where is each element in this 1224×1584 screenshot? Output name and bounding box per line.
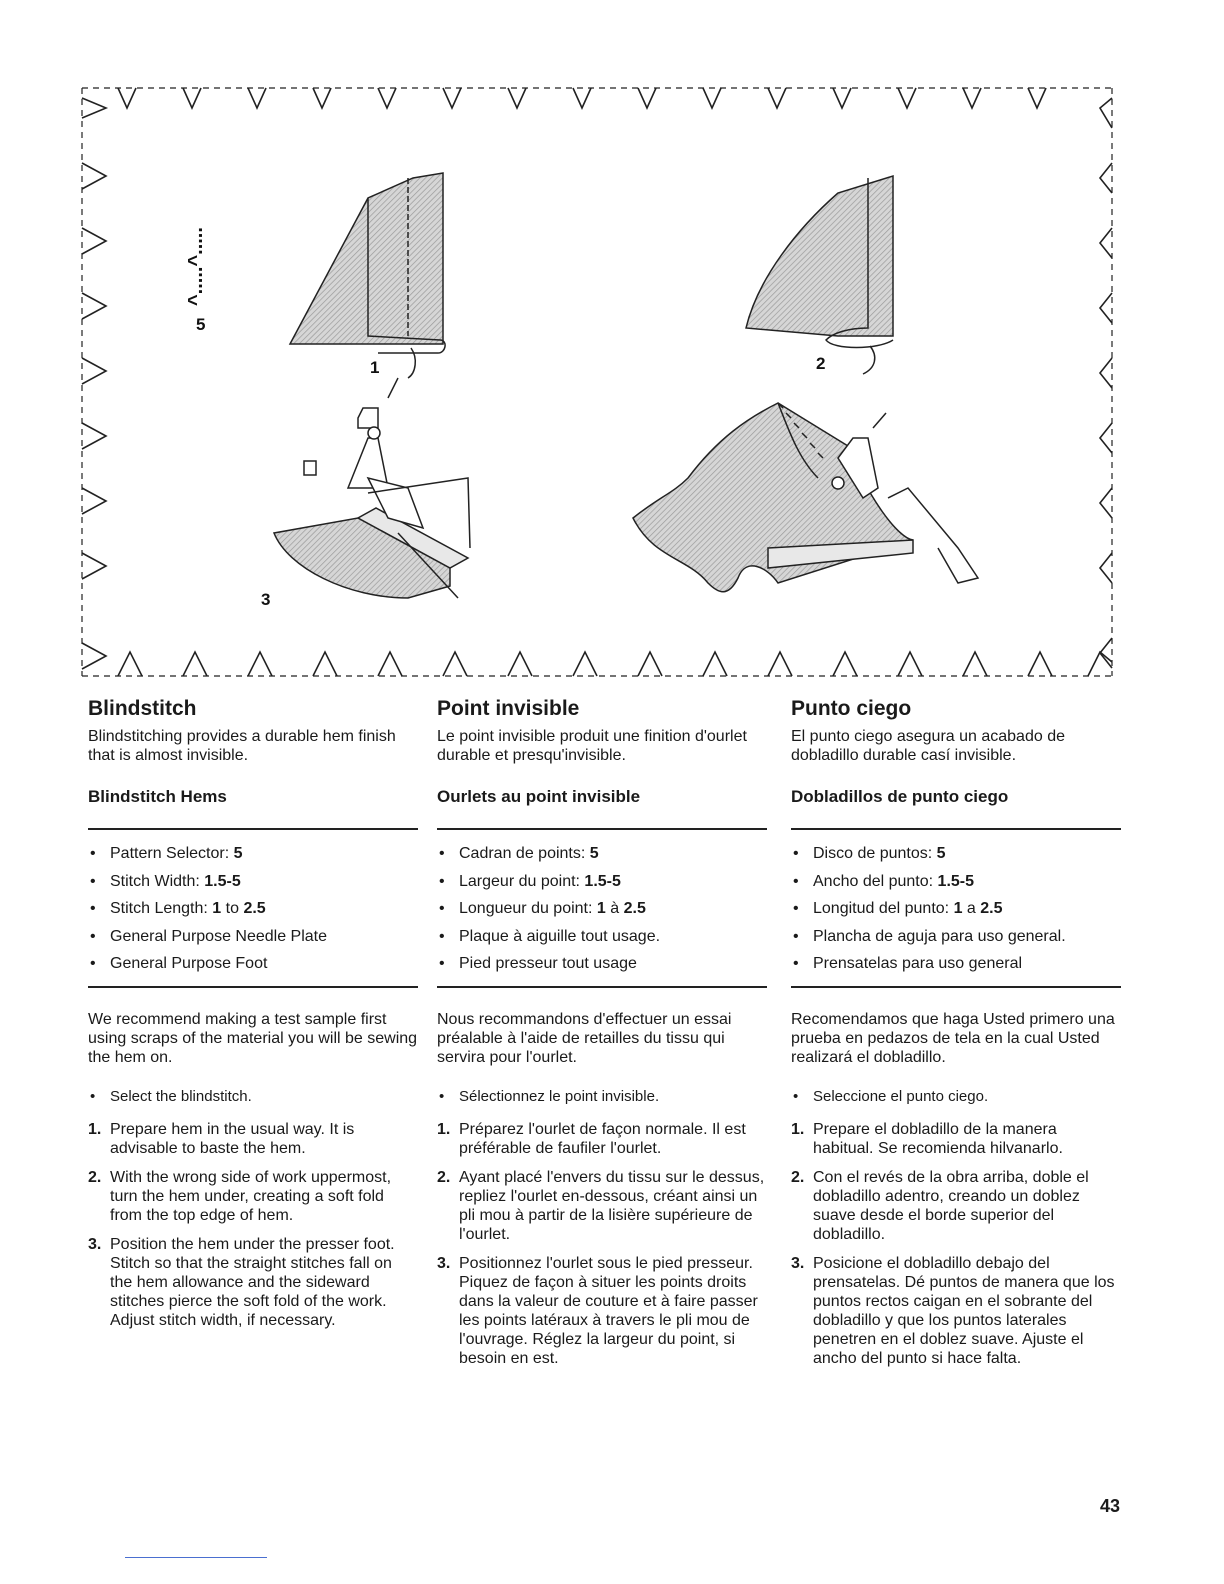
step-item: 1. Prepare el dobladillo de la manera habitual. Se recomienda hilvanarlo. bbox=[791, 1120, 1063, 1157]
page-number: 43 bbox=[1100, 1496, 1121, 1516]
setting-item: • Longueur du point: 1 à 2.5 bbox=[437, 895, 767, 923]
column-english bbox=[88, 697, 418, 1340]
setting-item: • Plaque à aiguille tout usage. bbox=[437, 923, 767, 951]
select-instruction: • Seleccione el punto ciego. bbox=[791, 1087, 1121, 1106]
footer-rule bbox=[125, 1557, 267, 1558]
setting-item: • General Purpose Needle Plate bbox=[88, 923, 418, 951]
figure-3-presser-foot bbox=[274, 378, 470, 598]
section-title: Blindstitch bbox=[88, 697, 197, 720]
recommendation-text: We recommend making a test sample first using scraps of the material you will be sewing the hem on. bbox=[88, 1010, 418, 1066]
setting-item: • Stitch Width: 1.5-5 bbox=[88, 868, 418, 896]
figure-label-1: 1 bbox=[370, 358, 380, 377]
setting-item: • Prensatelas para uso general bbox=[791, 950, 1121, 978]
step-item: 3. Positionnez l'ourlet sous le pied presseur. Piquez de façon à situer les points droits dans la valeur de couture et à faire passer les points latéraux à travers le pli mou de l'ouvrage. Réglez la largeur du point, si besoin en est. bbox=[437, 1254, 758, 1367]
section-title: Punto ciego bbox=[791, 697, 912, 720]
intro-text: Le point invisible produit une finition d'ourlet durable et presqu'invisible. bbox=[437, 728, 747, 764]
figure-label-2: 2 bbox=[816, 354, 826, 373]
setting-item: • Pied presseur tout usage bbox=[437, 950, 767, 978]
step-item: 2. Ayant placé l'envers du tissu sur le dessus, repliez l'ourlet en-dessous, créant ainsi un pli mou à partir de la lisière supérieure de l'ourlet. bbox=[437, 1168, 765, 1243]
steps-list bbox=[437, 1120, 767, 1368]
steps-list bbox=[791, 1120, 1121, 1368]
step-item: 1. Préparez l'ourlet de façon normale. Il est préférable de faufiler l'ourlet. bbox=[437, 1120, 746, 1157]
figure-1-folded-hem bbox=[290, 173, 445, 378]
select-instruction: • Select the blindstitch. bbox=[88, 1087, 418, 1106]
setting-item: • Pattern Selector: 5 bbox=[88, 840, 418, 868]
intro-text: Blindstitching provides a durable hem finish that is almost invisible. bbox=[88, 728, 396, 764]
figure-label-3: 3 bbox=[261, 590, 271, 609]
step-item: 1. Prepare hem in the usual way. It is advisable to baste the hem. bbox=[88, 1120, 355, 1157]
subheading: Ourlets au point invisible bbox=[437, 787, 641, 806]
column-french bbox=[437, 697, 767, 1378]
setting-item: • Cadran de points: 5 bbox=[437, 840, 767, 868]
column-spanish bbox=[791, 697, 1121, 1378]
figure-4-garment-stitching bbox=[633, 403, 978, 592]
subheading: Dobladillos de punto ciego bbox=[791, 787, 1009, 806]
setting-item: • Plancha de aguja para uso general. bbox=[791, 923, 1121, 951]
steps-list bbox=[88, 1120, 418, 1330]
setting-item: • Longitud del punto: 1 a 2.5 bbox=[791, 895, 1121, 923]
recommendation-text: Recomendamos que haga Usted primero una prueba en pedazos de tela en la cual Usted realizará el dobladillo. bbox=[791, 1010, 1115, 1066]
setting-item: • Stitch Length: 1 to 2.5 bbox=[88, 895, 418, 923]
subheading: Blindstitch Hems bbox=[88, 787, 227, 806]
section-title: Point invisible bbox=[437, 697, 580, 720]
step-item: 3. Posicione el dobladillo debajo del prensatelas. Dé puntos de manera que los puntos rectos caigan en el sobrante del dobladillo y que los puntos laterales penetren en el doblez suave. Ajuste el ancho del punto si hace falta. bbox=[791, 1254, 1115, 1367]
settings-list bbox=[791, 828, 1121, 988]
setting-item: • Disco de puntos: 5 bbox=[791, 840, 1121, 868]
svg-text:^.....^.....: ^.....^..... bbox=[185, 227, 207, 306]
step-item: 2. Con el revés de la obra arriba, doble el dobladillo adentro, creando un doblez suave desde el borde superior del dobladillo. bbox=[791, 1168, 1089, 1243]
figure-label-5: 5 bbox=[196, 315, 206, 334]
settings-list bbox=[437, 828, 767, 988]
setting-item: • General Purpose Foot bbox=[88, 950, 418, 978]
intro-text: El punto ciego asegura un acabado de dobladillo durable casí invisible. bbox=[791, 728, 1065, 764]
stitch-pattern-symbol bbox=[185, 227, 207, 306]
figure-2-soft-fold bbox=[746, 176, 893, 374]
step-item: 3. Position the hem under the presser foot. Stitch so that the straight stitches fall on the hem allowance and the sideward stitches pierce the soft fold of the work. Adjust stitch width, if necessary. bbox=[88, 1235, 395, 1329]
step-item: 2. With the wrong side of work uppermost, turn the hem under, creating a soft fold from the top edge of hem. bbox=[88, 1168, 392, 1224]
select-instruction: • Sélectionnez le point invisible. bbox=[437, 1087, 767, 1106]
setting-item: • Largeur du point: 1.5-5 bbox=[437, 868, 767, 896]
blindstitch-border bbox=[82, 88, 1112, 676]
recommendation-text: Nous recommandons d'effectuer un essai préalable à l'aide de retailles du tissu qui servira pour l'ourlet. bbox=[437, 1010, 732, 1066]
blindstitch-illustration bbox=[78, 78, 1138, 698]
setting-item: • Ancho del punto: 1.5-5 bbox=[791, 868, 1121, 896]
settings-list bbox=[88, 828, 418, 988]
